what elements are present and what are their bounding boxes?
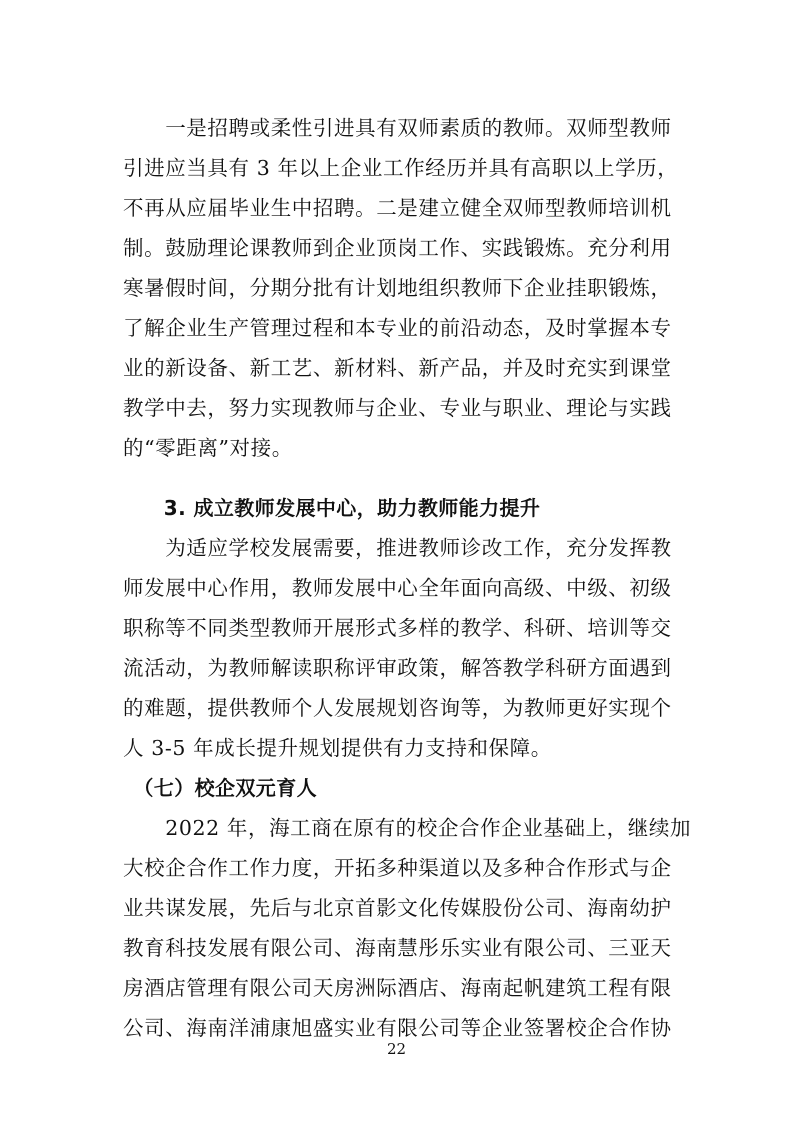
page-number: 22 [386, 1040, 407, 1058]
paragraph-3-line-4: 教育科技发展有限公司、海南慧彤乐实业有限公司、三亚天 [123, 936, 672, 960]
paragraph-1-line-1: 一是招聘或柔性引进具有双师素质的教师。双师型教师 [123, 116, 672, 140]
paragraph-1-line-8: 教学中去，努力实现教师与企业、专业与职业、理论与实践 [123, 396, 672, 420]
paragraph-3-line-1: 2022 年，海工商在原有的校企合作企业基础上，继续加 [123, 816, 692, 840]
paragraph-2-line-1: 为适应学校发展需要，推进教师诊改工作，充分发挥教 [123, 536, 672, 560]
paragraph-2-line-3: 职称等不同类型教师开展形式多样的教学、科研、培训等交 [123, 616, 672, 640]
paragraph-2-line-2: 师发展中心作用，教师发展中心全年面向高级、中级、初级 [123, 576, 672, 600]
paragraph-1-line-9: 的“零距离”对接。 [123, 436, 293, 460]
paragraph-1-line-5: 寒暑假时间，分期分批有计划地组织教师下企业挂职锻炼， [123, 276, 672, 300]
paragraph-2-line-6: 人 3-5 年成长提升规划提供有力支持和保障。 [123, 736, 552, 760]
paragraph-3-line-5: 房酒店管理有限公司天房洲际酒店、海南起帆建筑工程有限 [123, 976, 672, 1000]
paragraph-3-line-3: 业共谋发展，先后与北京首影文化传媒股份公司、海南幼护 [123, 896, 672, 920]
paragraph-1-line-7: 业的新设备、新工艺、新材料、新产品，并及时充实到课堂 [123, 356, 672, 380]
paragraph-3-line-6: 公司、海南洋浦康旭盛实业有限公司等企业签署校企合作协 [123, 1016, 672, 1040]
paragraph-1-line-4: 制。鼓励理论课教师到企业顶岗工作、实践锻炼。充分利用 [123, 236, 672, 260]
paragraph-3-line-2: 大校企合作工作力度，开拓多种渠道以及多种合作形式与企 [123, 856, 672, 880]
section-heading-teacher-development: 3. 成立教师发展中心，助力教师能力提升 [123, 496, 541, 520]
paragraph-1-line-3: 不再从应届毕业生中招聘。二是建立健全双师型教师培训机 [123, 196, 672, 220]
paragraph-1-line-2: 引进应当具有 3 年以上企业工作经历并具有高职以上学历， [123, 156, 679, 180]
section-heading-school-enterprise: （七）校企双元育人 [123, 776, 317, 800]
paragraph-2-line-4: 流活动，为教师解读职称评审政策，解答教学科研方面遇到 [123, 656, 672, 680]
paragraph-1-line-6: 了解企业生产管理过程和本专业的前沿动态，及时掌握本专 [123, 316, 672, 340]
paragraph-2-line-5: 的难题，提供教师个人发展规划咨询等，为教师更好实现个 [123, 696, 672, 720]
